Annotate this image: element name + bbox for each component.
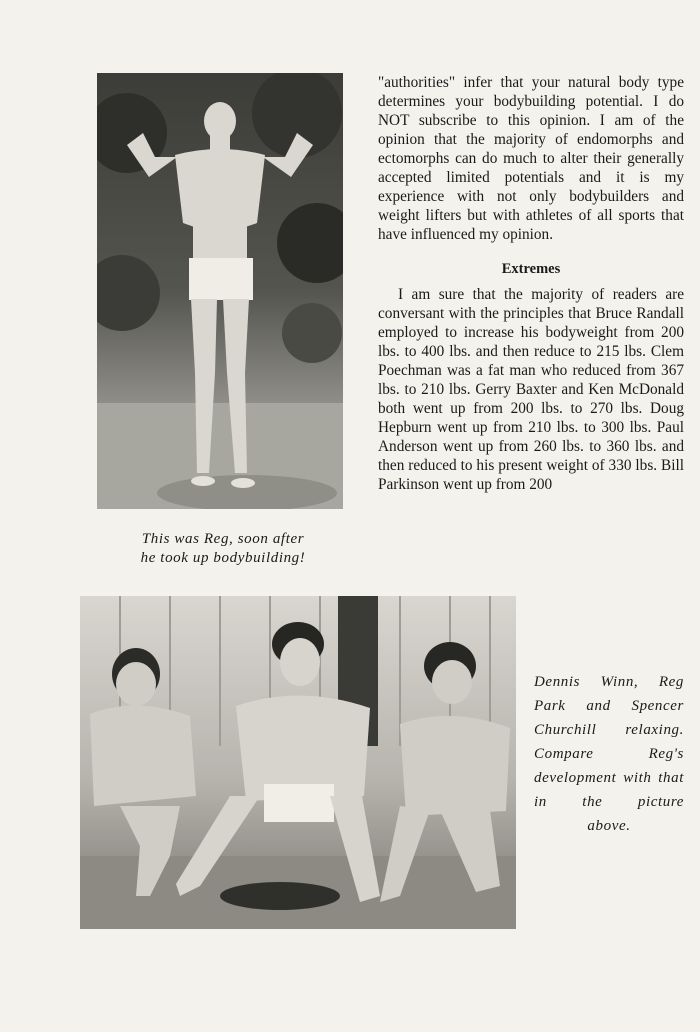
- article-paragraph-2: I am sure that the majority of readers are conversant with the principles that Bruce Randall employed to increase his bodyweight from 200 lbs. to 400 lbs. and then reduce to 215 lbs. Clem Poechman was a fat man who reduced from 367 lbs. to 210 lbs. Gerry Baxter and Ken McDonald both went up from 200 lbs. to 270 lbs. Doug Hepburn went up from 210 lbs. to 300 lbs. Paul Anderson went up from 260 lbs. to 360 lbs. and then reduced to his present weight of 330 lbs. Bill Parkinson went up from 200: [378, 286, 684, 493]
- photo-three-bodybuilders-image: [80, 596, 516, 929]
- caption-top: [108, 530, 338, 568]
- section-heading: Extremes: [501, 261, 561, 277]
- photo-three-bodybuilders: [80, 596, 516, 929]
- caption-bottom-body: Dennis Winn, Reg Park and Spencer Churchill relaxing. Compare Reg's development with that in the picture: [534, 674, 684, 810]
- caption-top-line2: he took up bodybuilding!: [140, 550, 306, 566]
- caption-bottom-last: above.: [587, 818, 631, 834]
- article-column: [378, 73, 684, 494]
- caption-top-line1: This was Reg, soon after: [141, 531, 305, 547]
- photo-reg-park-young-image: [97, 73, 343, 509]
- article-paragraph-1: "authorities" infer that your natural body type determines your bodybuilding potential. I do NOT subscribe to this opinion. I am of the opinion that the majority of endomorphs and ectomorphs can do much to alter their generally accepted limited potentials and it is my experience with not only bodybuilders and weight lifters but with athletes of all sports that have influenced my opinion.: [378, 74, 684, 243]
- caption-bottom: [534, 670, 684, 838]
- photo-reg-park-young: [97, 73, 343, 509]
